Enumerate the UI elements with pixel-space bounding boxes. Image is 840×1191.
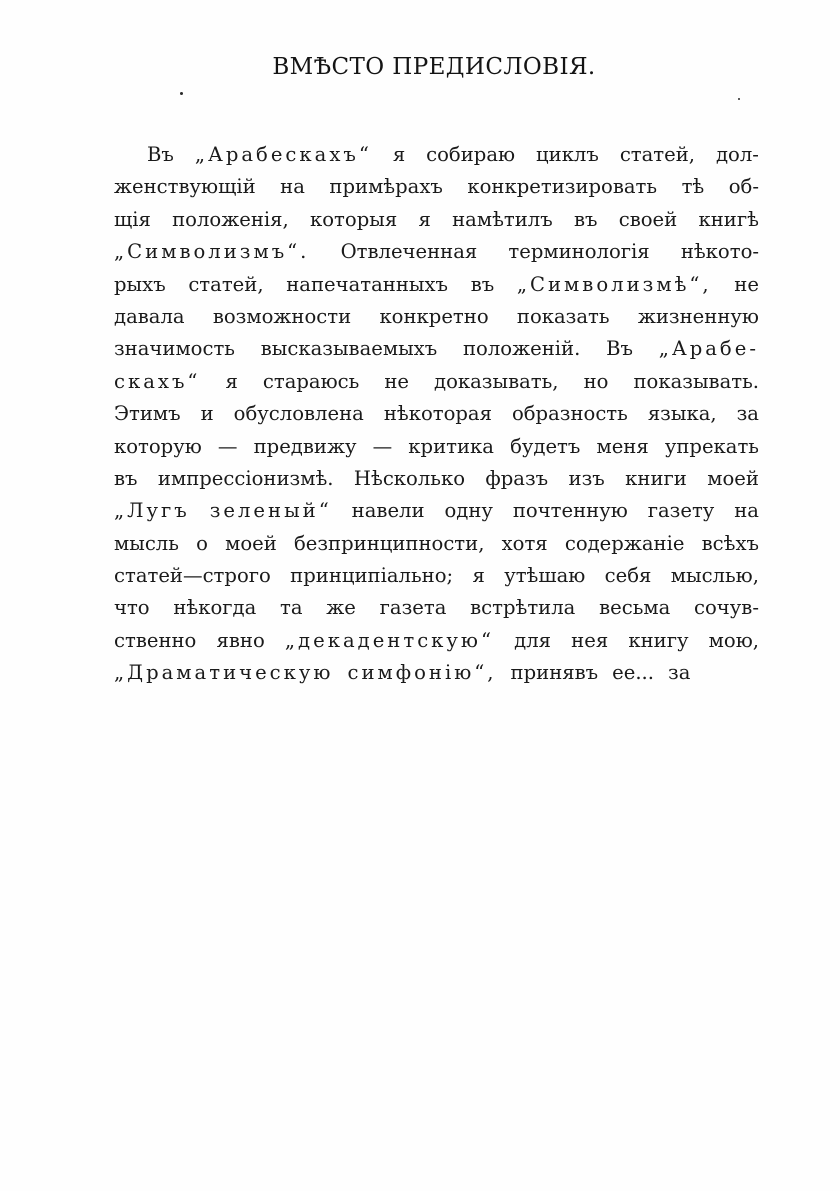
text-line	[114, 236, 759, 268]
word: напечатанныхъ	[286, 272, 449, 296]
word: симфонію“,	[347, 661, 497, 685]
word: я	[472, 564, 485, 588]
text-line	[114, 431, 759, 463]
word: ее...	[612, 661, 655, 685]
print-speck	[738, 98, 740, 100]
word: утѣшаю	[504, 564, 586, 588]
word: моей	[707, 466, 759, 490]
word: книгѣ	[698, 207, 759, 231]
word: „Символизмъ“.	[114, 240, 310, 264]
word: статей,	[188, 272, 264, 296]
print-speck	[180, 92, 183, 95]
word: положеній.	[462, 337, 581, 361]
word: конкретизировать	[467, 175, 658, 199]
word: конкретно	[379, 304, 489, 328]
word: критика	[408, 434, 494, 458]
word: я	[392, 143, 406, 166]
word: тѣ	[681, 175, 705, 199]
word: „Драматическую	[114, 661, 334, 685]
word: дол-	[715, 143, 759, 166]
text-line	[114, 269, 759, 301]
word: та	[280, 596, 303, 620]
word: и	[200, 402, 214, 426]
word: терминологія	[508, 240, 650, 264]
word: намѣтилъ	[452, 207, 553, 231]
word: всѣхъ	[701, 531, 759, 555]
word: —	[372, 434, 393, 458]
text-line	[114, 463, 759, 495]
word: „Арабескахъ“	[194, 143, 372, 166]
word: о	[196, 531, 208, 555]
text-line	[114, 366, 759, 398]
word: книги	[625, 466, 687, 490]
word: доказывать,	[434, 369, 559, 393]
word: зеленый“	[209, 499, 332, 523]
word: показать	[516, 304, 610, 328]
text-line	[114, 657, 759, 689]
word: „Символизмѣ“,	[516, 272, 712, 296]
word: скахъ“	[114, 369, 201, 393]
word: жизненную	[637, 304, 759, 328]
preface-paragraph	[114, 139, 759, 690]
word: Отвлеченная	[340, 240, 478, 264]
word: „Арабе-	[658, 337, 759, 361]
word: статей,	[619, 143, 696, 166]
word: высказываемыхъ	[260, 337, 438, 361]
text-line	[114, 592, 759, 624]
word: что	[114, 596, 150, 620]
word: принявъ	[510, 661, 599, 685]
word: Этимъ	[114, 402, 181, 426]
word: показывать.	[633, 369, 759, 393]
word: одну	[444, 499, 493, 523]
text-line	[114, 398, 759, 430]
word: возможности	[212, 304, 352, 328]
word: явно	[216, 628, 265, 652]
word: положенія,	[172, 207, 289, 231]
word: Въ	[606, 337, 633, 361]
word: обусловлена	[233, 402, 364, 426]
word: книгу	[628, 628, 689, 652]
word: но	[583, 369, 609, 393]
word: изъ	[568, 466, 605, 490]
word: которую	[114, 434, 202, 458]
word: почтенную	[512, 499, 628, 523]
word: рыхъ	[114, 272, 166, 296]
word: фразъ	[485, 466, 549, 490]
text-line	[114, 625, 759, 657]
text-line	[114, 495, 759, 527]
word: хотя	[501, 531, 548, 555]
word: которыя	[310, 207, 398, 231]
text-line	[114, 560, 759, 592]
word: стараюсь	[262, 369, 360, 393]
word: за	[736, 402, 759, 426]
word: импрессіонизмѣ.	[157, 466, 334, 490]
word: я	[225, 369, 238, 393]
word: газета	[379, 596, 447, 620]
word: себя	[604, 564, 652, 588]
word: Въ	[147, 143, 174, 166]
word: мысль	[114, 531, 179, 555]
word: мою,	[708, 628, 759, 652]
word: безпринципности,	[293, 531, 485, 555]
text-line	[114, 204, 759, 236]
word: упрекать	[664, 434, 759, 458]
word: предвижу	[253, 434, 357, 458]
word: нѣкото-	[680, 240, 759, 264]
text-line	[114, 528, 759, 560]
text-line	[114, 139, 759, 171]
word: встрѣтила	[470, 596, 576, 620]
word: нѣкоторая	[383, 402, 492, 426]
text-line	[114, 171, 759, 203]
word: навели	[351, 499, 425, 523]
word: я	[418, 207, 431, 231]
word: своей	[618, 207, 678, 231]
page-title: ВМѢСТО ПРЕДИСЛОВІЯ.	[272, 54, 596, 80]
word: статей—строго	[114, 564, 271, 588]
word: же	[326, 596, 356, 620]
word: Нѣсколько	[353, 466, 465, 490]
text-line	[114, 301, 759, 333]
word: содержаніе	[564, 531, 685, 555]
word: весьма	[599, 596, 671, 620]
word: для	[514, 628, 552, 652]
word: значимость	[114, 337, 235, 361]
word: принципіально;	[290, 564, 454, 588]
word: собираю	[426, 143, 516, 166]
word: примѣрахъ	[329, 175, 443, 199]
word: „декадентскую“	[284, 628, 495, 652]
word: циклъ	[536, 143, 599, 166]
word: „Лугъ	[114, 499, 190, 523]
word: въ	[470, 272, 495, 296]
word: не	[384, 369, 409, 393]
word: на	[734, 499, 759, 523]
word: въ	[573, 207, 598, 231]
word: сочув-	[694, 596, 759, 620]
word: нея	[571, 628, 609, 652]
word: —	[217, 434, 238, 458]
word: женствующій	[114, 175, 256, 199]
word: меня	[596, 434, 649, 458]
word: мыслью,	[670, 564, 759, 588]
word: языка,	[647, 402, 717, 426]
word: щія	[114, 207, 151, 231]
word: об-	[728, 175, 759, 199]
word: на	[280, 175, 305, 199]
word: ственно	[114, 628, 197, 652]
word: будетъ	[510, 434, 581, 458]
word: въ	[114, 466, 138, 490]
word: образность	[511, 402, 628, 426]
word: газету	[647, 499, 715, 523]
word: не	[734, 272, 759, 296]
word: моей	[225, 531, 277, 555]
word: нѣкогда	[173, 596, 257, 620]
text-line	[114, 333, 759, 365]
word: давала	[114, 304, 185, 328]
word: за	[668, 661, 691, 685]
